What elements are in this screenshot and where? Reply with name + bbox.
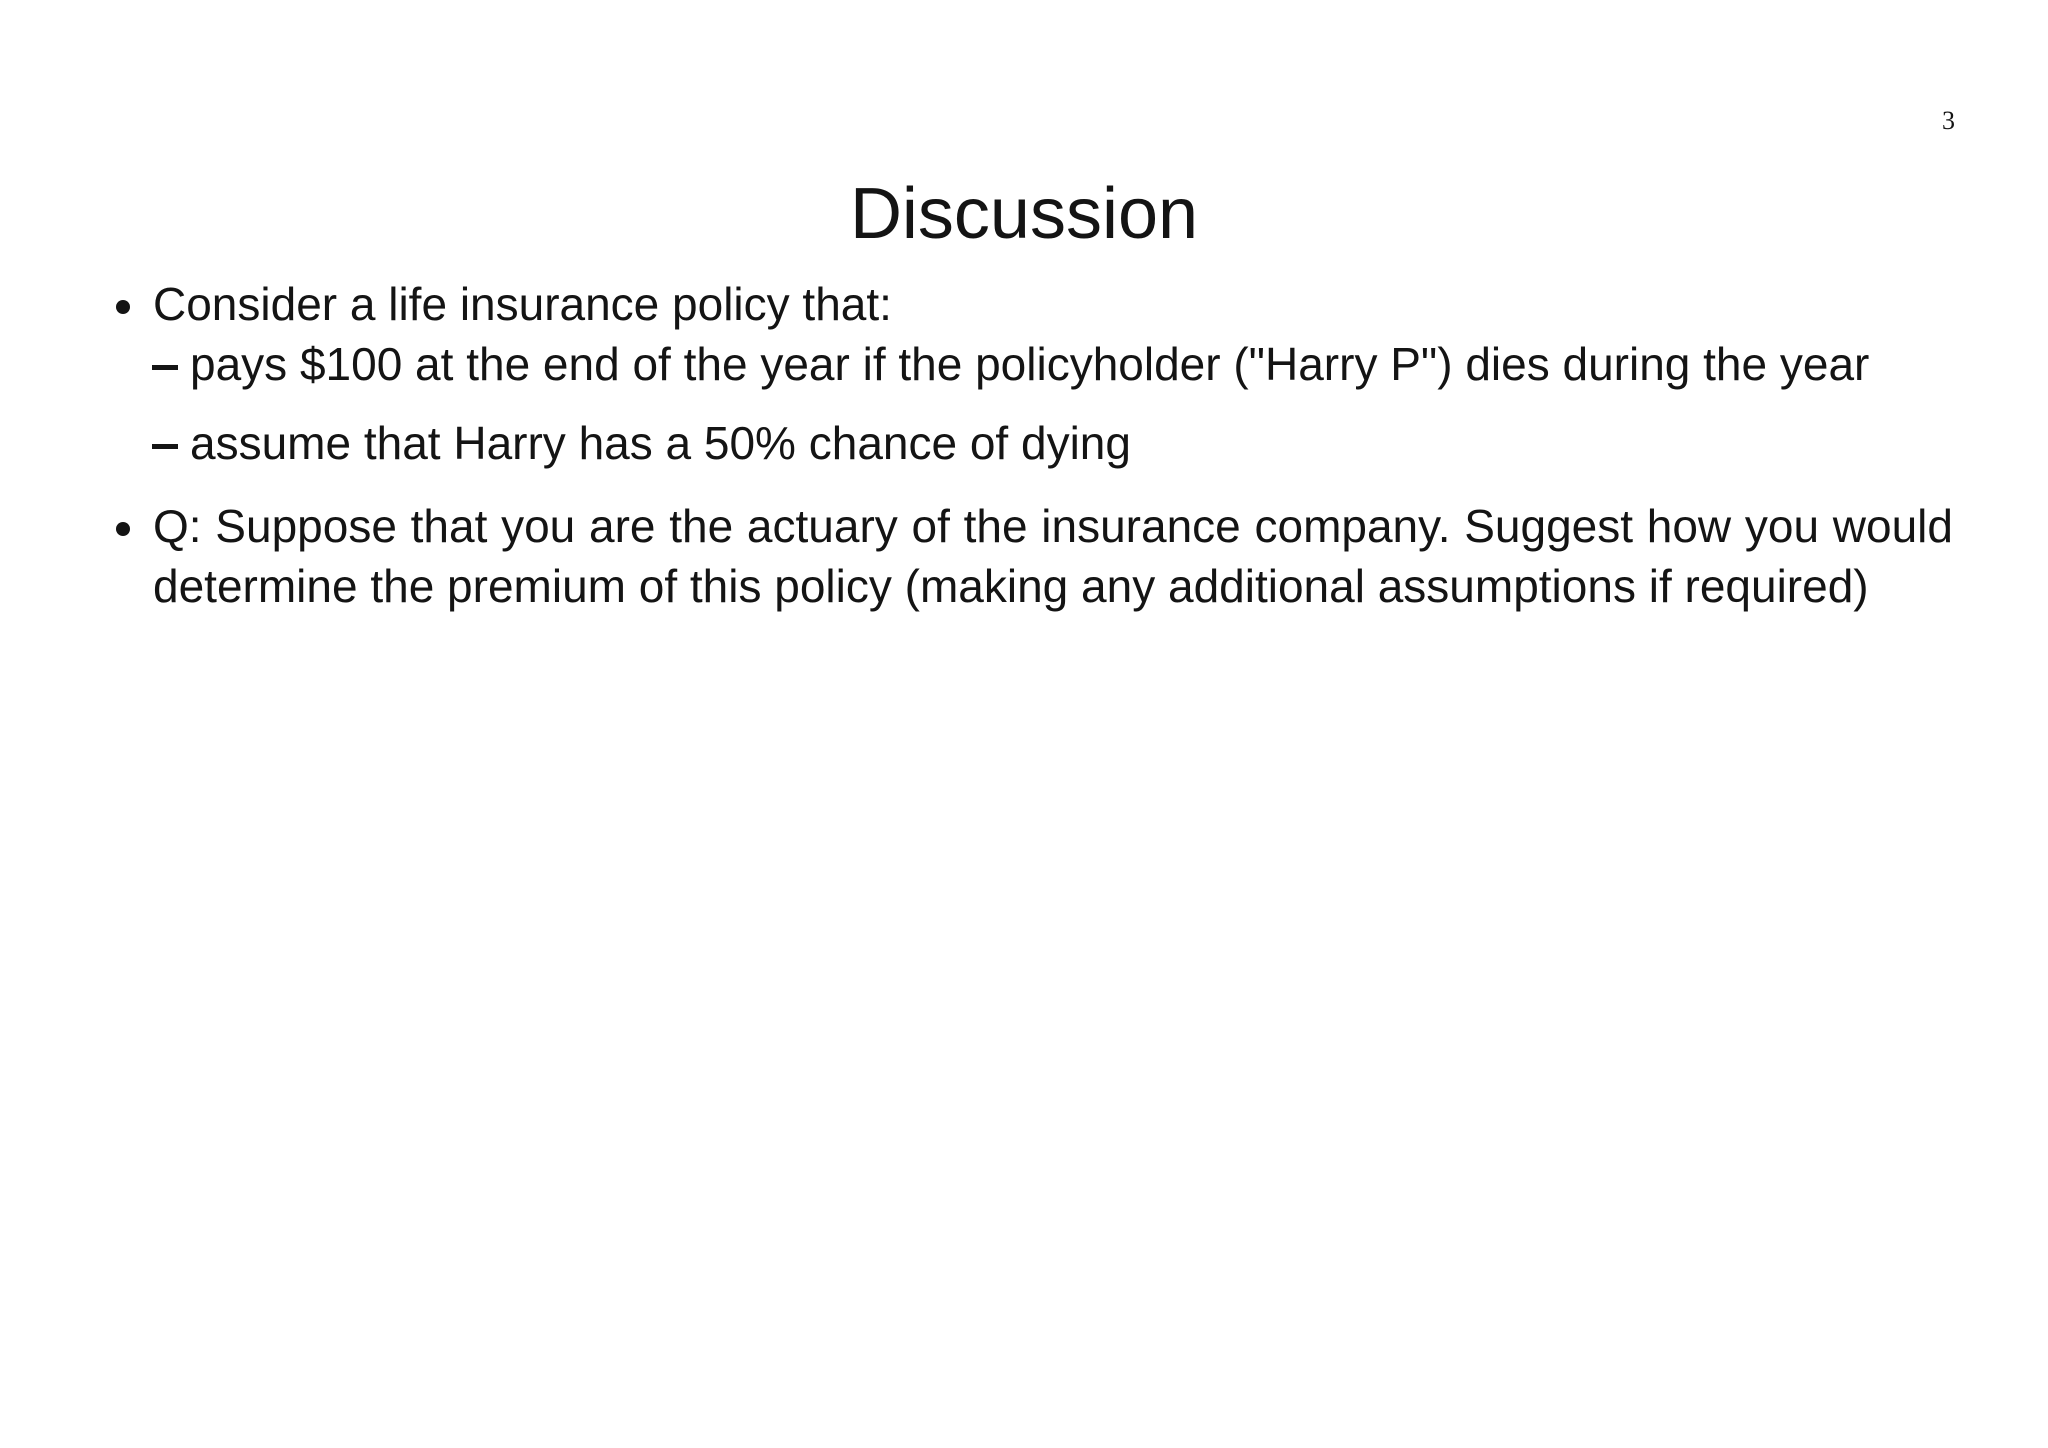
bullet-item: [153, 274, 1953, 334]
dash-icon: [152, 365, 178, 370]
sub-bullet-item: [190, 413, 1131, 473]
bullet-text: Consider a life insurance policy that:: [153, 278, 892, 330]
sub-bullet-text: assume that Harry has a 50% chance of dying: [190, 417, 1131, 469]
bullet-dot-icon: [116, 300, 130, 314]
slide-title: Discussion: [849, 174, 1199, 254]
bullet-item: [153, 496, 1953, 616]
sub-bullet-text: pays $100 at the end of the year if the policyholder ("Harry P") dies during the year: [190, 338, 1870, 390]
bullet-dot-icon: [116, 522, 130, 536]
page-number: 3: [1942, 106, 1955, 135]
bullet-text: Q: Suppose that you are the actuary of the insurance company. Suggest how you would determine the premium of this policy (making any additional assumptions if required): [153, 500, 1953, 612]
sub-bullet-item: [190, 334, 1869, 394]
dash-icon: [152, 444, 178, 449]
